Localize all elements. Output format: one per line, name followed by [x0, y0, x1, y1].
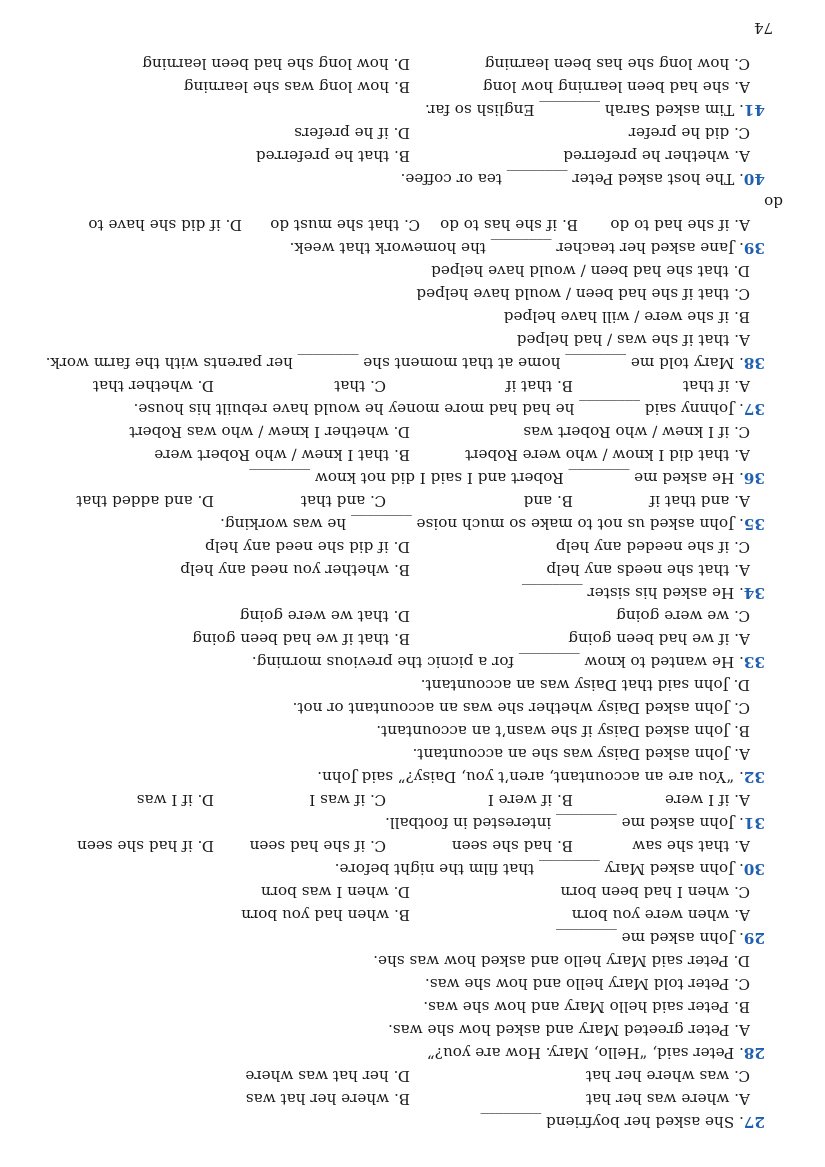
option-a: A. that she needs any help: [546, 561, 750, 579]
question-41: [48, 98, 765, 121]
question-32: [48, 765, 765, 788]
question-29: [48, 926, 765, 949]
option-a: A. that if she was / had helped: [516, 331, 750, 349]
question-stem: . She asked her boyfriend ________: [480, 1113, 744, 1131]
option-d-continuation: do: [764, 193, 783, 211]
option-c: C. if she had seen: [249, 837, 386, 855]
option-c: C. if she needed any help: [555, 538, 750, 556]
option-a: A. Peter greeted Mary and asked how she was.: [388, 1021, 750, 1039]
option-d: D. if I was: [136, 791, 214, 809]
option-a: A. and that if: [649, 492, 750, 510]
option-a: A. that she saw: [632, 837, 750, 855]
question-28: [48, 1041, 765, 1064]
option-a: A. that did I know / who were Robert: [465, 446, 750, 464]
options-row: [48, 834, 750, 857]
page-number: 74: [753, 19, 773, 37]
option-c: C. Peter told Mary hello and how she was.: [424, 975, 750, 993]
question-36: [48, 466, 765, 489]
question-stem: . Mary told me ________ home at that moment she ________ her parents with the farm work.: [45, 354, 744, 372]
question-number: 38: [743, 354, 765, 372]
option-b: B. that I knew / who Robert were: [154, 446, 410, 464]
question-31: [48, 811, 765, 834]
question-stem: . Peter said, “Hello, Mary. How are you?”: [427, 1044, 744, 1062]
options-row: [48, 558, 750, 581]
question-30: [48, 857, 765, 880]
question-number: 39: [743, 239, 765, 257]
option-b: B. if she were / will have helped: [503, 308, 750, 326]
question-stem: . The host asked Peter ________ tea or coffee.: [400, 170, 744, 188]
option-b: B. that if: [505, 377, 573, 395]
option-c: C. did he prefer: [628, 124, 750, 142]
question-stem: . John asked Mary ________ that film the night before.: [334, 860, 744, 878]
options-row: [48, 627, 750, 650]
option-d: D. her hat was where: [245, 1067, 410, 1085]
question-stem: . “You are an accountant, aren’t you, Daisy?” said John.: [317, 768, 744, 786]
question-stem: . Johnny said ________ he had had more money he would have rebuilt his house.: [133, 400, 744, 418]
option-a: A. if she had to do: [610, 216, 750, 234]
option-c: C. when I had been born: [560, 883, 750, 901]
option-a: A. whether he preferred: [563, 147, 750, 165]
options-row: [48, 604, 750, 627]
options-row: [48, 213, 750, 236]
options-row: [48, 121, 750, 144]
question-stem: . He asked his sister ________: [521, 584, 744, 602]
option-d: D. whether I knew / who was Robert: [129, 423, 410, 441]
option-b: B. if she has to do: [440, 216, 578, 234]
option-c: C. was where her hat: [585, 1067, 750, 1085]
option-d: D. and added that: [76, 492, 214, 510]
option-d: D. that she had been / would have helped: [431, 262, 750, 280]
question-number: 31: [743, 814, 765, 832]
question-35: [48, 512, 765, 535]
option-d: D. Peter said Mary hello and asked how was she.: [373, 952, 750, 970]
option-b: B. John asked Daisy if she wasn’t an accountant.: [376, 722, 750, 740]
option-b: B. how long was she learning: [183, 78, 410, 96]
option-c: C. and that: [300, 492, 386, 510]
question-39: [48, 236, 765, 259]
options-row: [48, 880, 750, 903]
option-b: B. if were I: [487, 791, 573, 809]
option-b: B. Peter said hello Mary and how she was.: [423, 998, 750, 1016]
options-row: [48, 374, 750, 397]
options-row: [48, 52, 750, 75]
option-c: C. if was I: [309, 791, 386, 809]
option-a: A. where was her hat: [586, 1090, 750, 1108]
options-row: [48, 489, 750, 512]
option-d: D. how long she had been learning: [142, 55, 410, 73]
options-row: [48, 144, 750, 167]
question-stem: . He asked me ________ Robert and I said I did not know ________: [249, 469, 744, 487]
question-stem: . John asked us not to make so much noise ________ he was working.: [220, 515, 744, 533]
option-c: C. that she must do: [270, 216, 420, 234]
question-number: 32: [743, 768, 765, 786]
question-number: 30: [743, 860, 765, 878]
options-row: [48, 1087, 750, 1110]
question-number: 36: [743, 469, 765, 487]
question-number: 28: [743, 1044, 765, 1062]
question-number: 35: [743, 515, 765, 533]
question-stem: . Tim asked Sarah ________ English so far.: [424, 101, 744, 119]
option-a: A. she had been learning how long: [482, 78, 750, 96]
option-a: A. if that: [683, 377, 750, 395]
option-a: A. if we had been going: [568, 630, 750, 648]
option-c: C. if I knew / who Robert was: [523, 423, 750, 441]
options-row: [48, 1064, 750, 1087]
option-d: D. that we were going: [239, 607, 410, 625]
options-row: [48, 420, 750, 443]
option-a: A. when were you born: [571, 906, 750, 924]
option-a: A. John asked Daisy was she an accountant.: [412, 745, 750, 763]
option-b: B. and: [523, 492, 573, 510]
option-c: C. that: [334, 377, 386, 395]
options-row: [48, 443, 750, 466]
option-d: D. if he prefers: [294, 124, 410, 142]
question-number: 37: [743, 400, 765, 418]
option-d: D. whether that: [92, 377, 214, 395]
question-37: [48, 397, 765, 420]
options-row: [48, 903, 750, 926]
options-row: [48, 535, 750, 558]
option-c: C. how long she has been learning: [484, 55, 750, 73]
option-b: B. that if we had been going: [192, 630, 410, 648]
question-number: 27: [743, 1113, 765, 1131]
question-number: 40: [743, 170, 765, 188]
question-number: 41: [743, 101, 765, 119]
question-number: 34: [743, 584, 765, 602]
question-40: [48, 167, 765, 190]
question-stem: . John asked me ________: [556, 929, 744, 947]
option-d: D. when I was born: [260, 883, 410, 901]
option-b: B. that he preferred: [255, 147, 410, 165]
question-stem: . John asked me ________ interested in football.: [384, 814, 744, 832]
option-b: B. when had you born: [241, 906, 410, 924]
question-33: [48, 650, 765, 673]
question-number: 33: [743, 653, 765, 671]
question-34: [48, 581, 765, 604]
option-c: C. John asked Daisy whether she was an accountant or not.: [292, 699, 750, 717]
question-stem: . Jane asked her teacher ________ the homework that week.: [289, 239, 744, 257]
question-number: 29: [743, 929, 765, 947]
options-row: [48, 75, 750, 98]
option-d: D. if did she need any help: [204, 538, 410, 556]
options-row: [48, 788, 750, 811]
question-stem: . He wanted to know ________ for a picnic the previous morning.: [251, 653, 744, 671]
option-d: D. if did she have to: [88, 216, 242, 234]
question-27: [48, 1110, 765, 1133]
option-b: B. where her hat was: [245, 1090, 410, 1108]
option-d: D. John said that Daisy was an accountant.: [420, 676, 750, 694]
option-b: B. whether you need any help: [180, 561, 410, 579]
option-b: B. had she seen: [451, 837, 573, 855]
question-38: [45, 351, 765, 374]
option-c: C. we were going: [616, 607, 750, 625]
option-c: C. that if she had been / would have helped: [416, 285, 750, 303]
option-d: D. if had she seen: [77, 837, 214, 855]
option-a: A. if I were: [665, 791, 750, 809]
